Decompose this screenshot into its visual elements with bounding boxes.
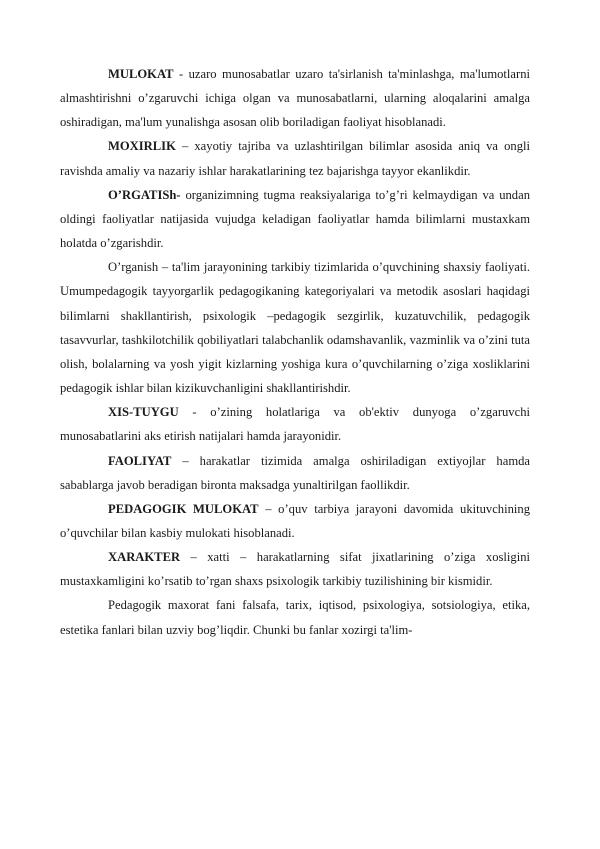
term-heading: PEDAGOGIK MULOKAT [108,501,259,516]
body-paragraph-organish [60,255,530,400]
definition-paragraph-xarakter [60,545,530,593]
term-heading: MULOKAT [108,67,174,81]
body-text: O’rganish – ta'lim jarayonining tarkibiy tizimlarida o’quvchining shaxsiy faoliyati. Umumpedagogik tayyorgarlik pedagogikaning kategoriyalari va metodik asoslari haqidagi bilimlarni shakllantirish, psixologik –pedagogik sezgirlik, kuzatuvchilik, pedagogik tasavvurlar, tashkilotchilik qobiliyatlari talabchanlik odamshavanlik, vazminlik va o’zini tuta olish, bolalarning va yosh yigit kizlarning yoshiga kura o’quvchilarning o’ziga xosliklarini pedagogik ishlar bilan kizikuvchanligini shakllantirishdir. [60,260,530,396]
term-heading: FAOLIYAT [108,453,172,468]
definition-paragraph-xis-tuygu [60,400,530,448]
definition-paragraph-pedagogik-mulokat [60,497,530,545]
term-heading: XIS-TUYGU [108,405,179,420]
definition-text: organizimning tugma reaksiyalariga to’g’ri kelmaydigan va undan oldingi faoliyatlar natijasida vujudga keladigan faoliyatlar hamda bilimlarni mustaxkam holatda o’zgarishdir. [60,187,530,251]
definition-text: – harakatlar tizimida amalga oshiriladigan extiyojlar hamda sabablarga javob beradigan bironta maksadga yunaltirilgan faollikdir. [60,453,530,492]
term-heading: MOXIRLIK [108,139,176,154]
definition-paragraph-mulokat [60,62,530,134]
definition-text: - uzaro munosabatlar uzaro ta'sirlanish ta'minlashga, ma'lumotlarni almashtirishni o’zgaruvchi ichiga olgan va munosabatlarni, ularning aloqalarini amalga oshiradigan, ma'lum yunalishga asosan olib boriladigan faoliyat hisoblanadi. [60,67,530,130]
definition-paragraph-faoliyat [60,449,530,497]
document-page [60,62,530,642]
body-paragraph-pedagogik-maxorat [60,593,530,641]
body-text: Pedagogik maxorat fani falsafa, tarix, iqtisod, psixologiya, sotsiologiya, etika, estetika fanlari bilan uzviy bog’liqdir. Chunki bu fanlar xozirgi ta'lim- [60,598,530,637]
definition-text: – xatti – harakatlarning sifat jixatlarining o’ziga xosligini mustaxkamligini ko’rsatib to’rgan shaxs psixologik tarkibiy tuzilishining bir kismidir. [60,550,530,589]
definition-text: – o’quv tarbiya jarayoni davomida ukituvchining o’quvchilar bilan kasbiy mulokati hisoblanadi. [60,501,530,540]
definition-paragraph-moxirlik [60,134,530,182]
definition-paragraph-orgatish [60,183,530,255]
definition-text: - o’zining holatlariga va ob'ektiv dunyoga o’zgaruvchi munosabatlarini aks etirish natijalari hamda jarayonidir. [60,405,530,444]
term-heading: XARAKTER [108,550,181,565]
term-heading: O’RGATISh- [108,187,181,202]
definition-text: – xayotiy tajriba va uzlashtirilgan bilimlar asosida aniq va ongli ravishda amaliy va nazariy ishlar harakatlarining tez bajarishga tayyor ekanlikdir. [60,139,530,178]
